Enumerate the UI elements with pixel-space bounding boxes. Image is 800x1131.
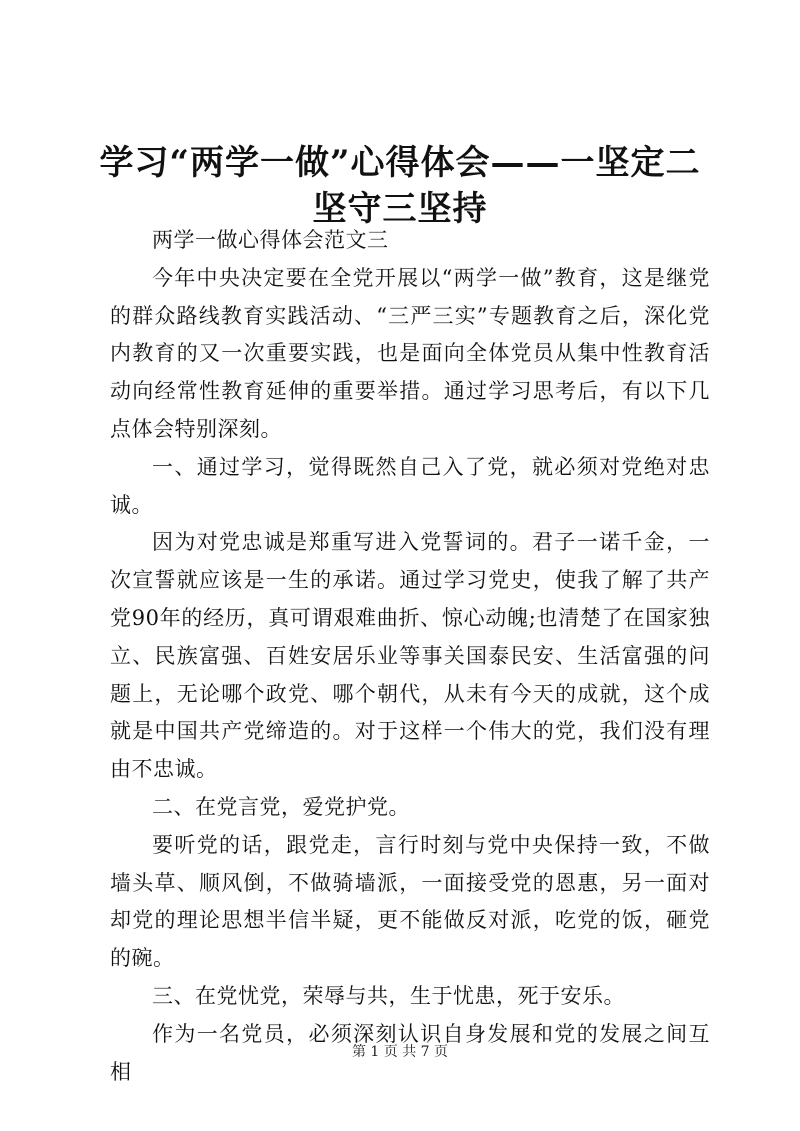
- section-heading-2: 二、在党言党，爱党护党。: [152, 794, 410, 819]
- paragraph-subtitle: 两学一做心得体会范文三: [152, 228, 389, 252]
- page-number-footer: 第 1 页 共 7 页: [351, 1044, 449, 1060]
- paragraph-intro: 今年中央决定要在全党开展以“两学一做”教育，这是继党的群众路线教育实践活动、“三严三实”专题教育之后，深化党内教育的又一次重要实践，也是面向全体党员从集中性教育活动向经常性教育延伸的重要举措。通过学习思考后，有以下几点体会特别深刻。: [110, 265, 710, 441]
- section-heading-1: 一、通过学习，觉得既然自己入了党，就必须对党绝对忠诚。: [110, 454, 710, 517]
- document-title: 学习“两学一做”心得体会——一坚定二坚守三坚持: [99, 143, 701, 229]
- section-heading-3: 三、在党忧党，荣辱与共，生于忧患，死于安乐。: [152, 983, 625, 1008]
- paragraph-section-3: 作为一名党员，必须深刻认识自身发展和党的发展之间互相: [110, 1021, 710, 1084]
- paragraph-section-2: 要听党的话，跟党走，言行时刻与党中央保持一致，不做墙头草、顺风倒，不做骑墙派，一面接受党的恩惠，另一面对却党的理论思想半信半疑，更不能做反对派，吃党的饭，砸党的碗。: [110, 832, 710, 971]
- paragraph-section-1: 因为对党忠诚是郑重写进入党誓词的。君子一诺千金，一次宣誓就应该是一生的承诺。通过学习党史，使我了解了共产党90年的经历，真可谓艰难曲折、惊心动魄;也清楚了在国家独立、民族富强、百姓安居乐业等事关国泰民安、生活富强的问题上，无论哪个政党、哪个朝代，从未有今天的成就，这个成就是中国共产党缔造的。对于这样一个伟大的党，我们没有理由不忠诚。: [110, 530, 710, 782]
- document-body: [110, 222, 710, 1091]
